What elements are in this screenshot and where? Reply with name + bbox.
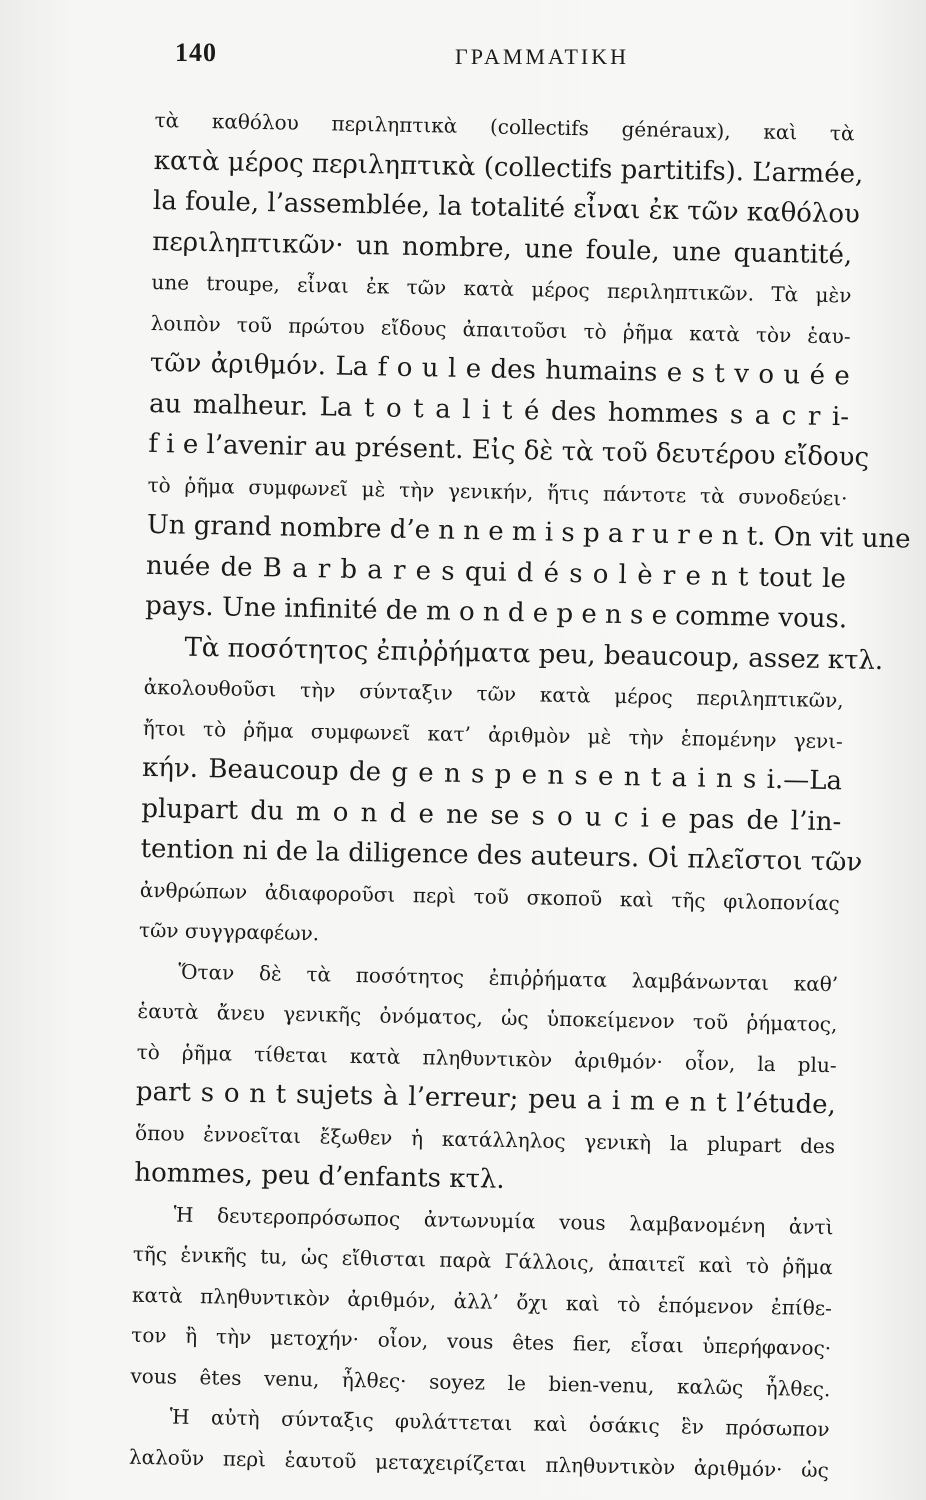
text-line: τὸ ῥῆμα συμφωνεῖ μὲ τὴν γενικήν, ἥτις πάντοτε τὰ συνοδεύει· bbox=[147, 472, 848, 510]
text-line: Ὅταν δὲ τὰ ποσότητος ἐπιῤῥήματα λαμβάνωνται καθ’ bbox=[178, 959, 839, 996]
text-line: une troupe, εἶναι ἐκ τῶν κατὰ μέρος περιληπτικῶν. Τὰ μὲν bbox=[151, 269, 852, 308]
text-line: τῆς ἑνικῆς tu, ὡς εἴθισται παρὰ Γάλλοις, ἀπαιτεῖ καὶ τὸ ῥῆμα bbox=[132, 1241, 833, 1280]
text-line: Ἡ αὐτὴ σύνταξις φυλάττεται καὶ ὁσάκις ἓν πρόσωπον bbox=[169, 1404, 830, 1442]
text-line: f i e l’avenir au présent. Εἰς δὲ τὰ τοῦ δευτέρου εἴδους bbox=[148, 428, 870, 473]
text-line: τὸ ῥῆμα τίθεται κατὰ πληθυντικὸν ἀριθμόν· οἷον, la plu- bbox=[136, 1039, 837, 1077]
text-line: ἤτοι τὸ ῥῆμα συμφωνεῖ κατ’ ἀριθμὸν μὲ τὴν ἑπομένην γενι- bbox=[142, 715, 844, 753]
body-text bbox=[128, 100, 911, 1490]
text-line: Ἡ δευτεροπρόσωπος ἀντωνυμία vous λαμβανομένη ἀντὶ bbox=[173, 1202, 834, 1239]
text-line: au malheur. La t o t a l i t é des hommes s a c r i- bbox=[148, 388, 850, 432]
text-line: la foule, l’assemblée, la totalité εἶναι ἐκ τῶν καθόλου bbox=[152, 185, 861, 230]
text-line: ἑαυτὰ ἄνευ γενικῆς ὀνόματος, ὡς ὑποκείμενον τοῦ ῥήματος, bbox=[137, 998, 838, 1037]
text-line: Τὰ ποσότητος ἐπιῤῥήματα peu, beaucoup, assez κτλ. bbox=[184, 632, 884, 676]
text-line: περιληπτικῶν· un nombre, une foule, une quantité, bbox=[151, 226, 853, 270]
page-header bbox=[175, 38, 856, 78]
text-line: ἀκολουθοῦσι τὴν σύνταξιν τῶν κατὰ μέρος περιληπτικῶν, bbox=[143, 674, 844, 713]
text-line: vous êtes venu, ἦλθες· soyez le bien-venu, καλῶς ἦλθες. bbox=[130, 1363, 831, 1401]
text-line: κατὰ μέρος περιληπτικὰ (collectifs partitifs). L’armée, bbox=[153, 145, 864, 190]
text-line: κατὰ πληθυντικὸν ἀριθμόν, ἀλλ’ ὄχι καὶ τὸ ἑπόμενον ἐπίθε- bbox=[131, 1282, 833, 1320]
text-line: part s o n t sujets à l’erreur; peu a i m e n t l’étude, bbox=[135, 1076, 837, 1121]
text-line: tention ni de la diligence des auteurs. Οἱ πλεῖστοι τῶν bbox=[140, 833, 863, 878]
text-line: ὅπου ἐννοεῖται ἔξωθεν ἡ κατάλληλος γενικὴ la plupart des bbox=[134, 1120, 836, 1158]
text-line: τον ἢ τὴν μετοχήν· οἷον, vous êtes fier, εἶσαι ὑπερήφανος· bbox=[131, 1322, 832, 1361]
text-line: nuée de B a r b a r e s qui d é s o l è r e n t tout le bbox=[145, 550, 847, 594]
running-head: ΓΡΑΜΜΑΤΙΚΗ bbox=[455, 44, 629, 69]
text-line: τῶν συγγραφέων. bbox=[138, 917, 320, 946]
text-line: λαλοῦν περὶ ἑαυτοῦ μεταχειρίζεται πληθυντικὸν ἀριθμόν· ὡς bbox=[128, 1444, 830, 1482]
text-line: λοιπὸν τοῦ πρώτου εἴδους ἀπαιτοῦσι τὸ ῥῆμα κατὰ τὸν ἑαυ- bbox=[150, 310, 851, 348]
text-line: hommes, peu d’enfants κτλ. bbox=[134, 1157, 505, 1195]
text-line: κήν. Beaucoup de g e n s p e n s e n t a i n s i.—La bbox=[141, 752, 843, 797]
text-line: ἀνθρώπων ἀδιαφοροῦσι περὶ τοῦ σκοποῦ καὶ τῆς φιλοπονίας bbox=[139, 877, 840, 915]
text-line: τὰ καθόλου περιληπτικὰ (collectifs généraux), καὶ τὰ bbox=[154, 107, 855, 146]
text-line: pays. Une infinité de m o n d e p e n s e comme vous. bbox=[144, 590, 848, 635]
page-number: 140 bbox=[175, 38, 217, 67]
text-line: plupart du m o n d e ne se s o u c i e pas de l’in- bbox=[141, 793, 842, 837]
text-line: τῶν ἀριθμόν. La f o u l e des humains e s t v o u é e bbox=[149, 347, 851, 392]
text-line: Un grand nombre d’e n n e m i s p a r u r e n t. On vit une bbox=[146, 509, 911, 555]
